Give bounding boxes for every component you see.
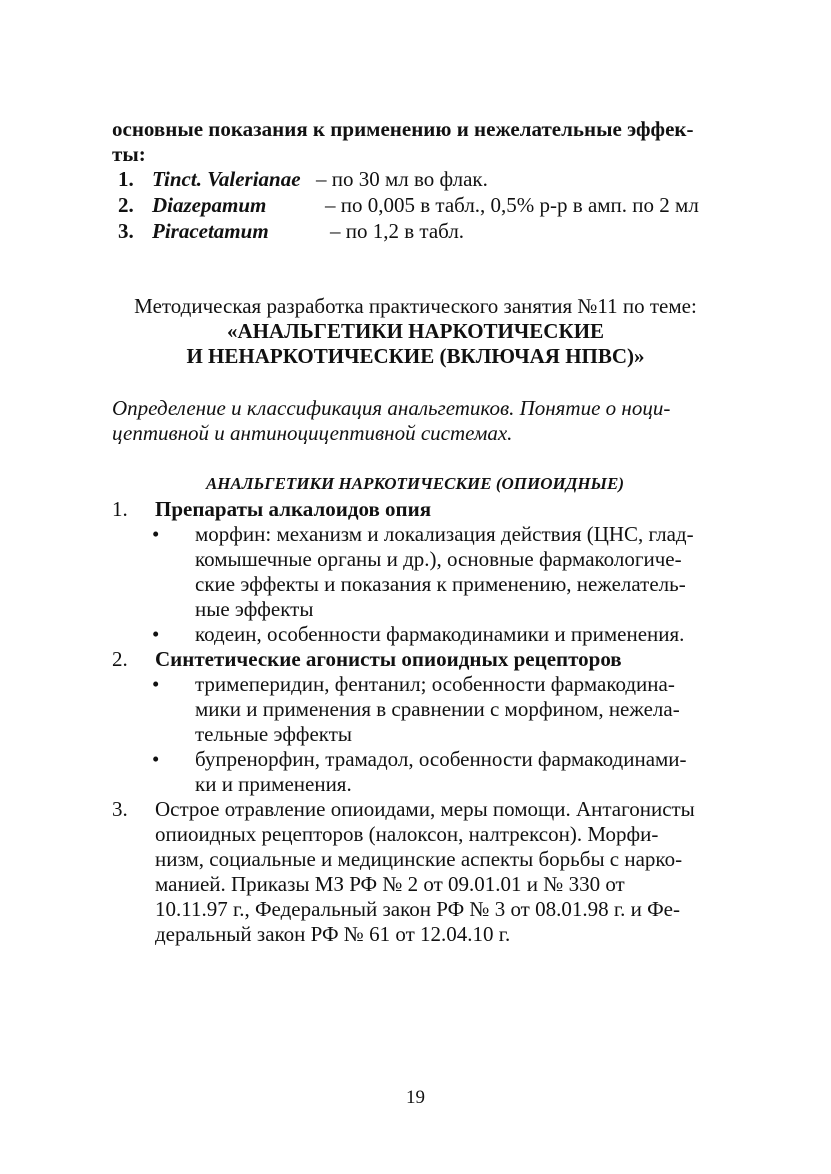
bullet-line: мики и применения в сравнении с морфином, нежела- bbox=[195, 697, 680, 721]
lesson-title: И НЕНАРКОТИЧЕСКИЕ (ВКЛЮЧАЯ НПВС)» bbox=[186, 344, 645, 368]
bullet-line: комышечные органы и др.), основные фармакологиче- bbox=[195, 547, 682, 571]
definition-line: цептивной и антиноцицептивной системах. bbox=[112, 421, 513, 445]
list-number: 2. bbox=[112, 647, 128, 671]
bullet-mark: • bbox=[152, 622, 160, 646]
intro-line: ты: bbox=[112, 142, 146, 166]
bullet-mark: • bbox=[152, 672, 160, 696]
list-item-line: Острое отравление опиоидами, меры помощи. Антагонисты bbox=[155, 797, 695, 821]
bullet-line: тримеперидин, фентанил; особенности фармакодина- bbox=[195, 672, 675, 696]
drug-row bbox=[118, 167, 488, 192]
list-item-line: опиоидных рецепторов (налоксон, налтрексон). Морфи- bbox=[155, 822, 659, 846]
page-number: 19 bbox=[406, 1087, 425, 1108]
drug-row bbox=[118, 219, 465, 244]
intro-line: основные показания к применению и нежелательные эффек- bbox=[112, 117, 694, 141]
list-number: 1. bbox=[112, 497, 128, 521]
list-item-heading: Синтетические агонисты опиоидных рецепторов bbox=[155, 647, 622, 671]
bullet-mark: • bbox=[152, 747, 160, 771]
drug-dose: – по 0,005 в табл., 0,5% р-р в амп. по 2 мл bbox=[325, 193, 699, 217]
definition-line: Определение и классификация анальгетиков. Понятие о ноци- bbox=[112, 396, 671, 420]
bullet-line: кодеин, особенности фармакодинамики и применения. bbox=[195, 622, 685, 646]
bullet-line: ки и применения. bbox=[195, 772, 352, 796]
list-item-heading: Препараты алкалоидов опия bbox=[155, 497, 432, 521]
lesson-subtitle: Методическая разработка практического занятия №11 по теме: bbox=[134, 294, 697, 318]
drug-name: Diazepamum bbox=[152, 193, 267, 217]
bullet-line: тельные эффекты bbox=[195, 722, 352, 746]
drug-name: Piracetamum bbox=[152, 219, 269, 243]
bullet-line: бупренорфин, трамадол, особенности фармакодинами- bbox=[195, 747, 687, 771]
drug-name: Tinct. Valerianae bbox=[152, 167, 301, 191]
section-heading: АНАЛЬГЕТИКИ НАРКОТИЧЕСКИЕ (ОПИОИДНЫЕ) bbox=[205, 474, 625, 493]
drug-number: 2. bbox=[118, 193, 134, 217]
lesson-title: «АНАЛЬГЕТИКИ НАРКОТИЧЕСКИЕ bbox=[226, 319, 605, 343]
list-number: 3. bbox=[112, 797, 128, 821]
drug-number: 3. bbox=[118, 219, 134, 243]
drug-dose: – по 30 мл во флак. bbox=[316, 167, 488, 191]
list-item-line: низм, социальные и медицинские аспекты борьбы с нарко- bbox=[155, 847, 683, 871]
drug-number: 1. bbox=[118, 167, 134, 191]
list-item-line: 10.11.97 г., Федеральный закон РФ № 3 от 08.01.98 г. и Фе- bbox=[155, 897, 680, 921]
bullet-mark: • bbox=[152, 522, 160, 546]
drug-row bbox=[118, 193, 699, 218]
drug-dose: – по 1,2 в табл. bbox=[330, 219, 465, 243]
bullet-line: ские эффекты и показания к применению, нежелатель- bbox=[195, 572, 686, 596]
list-item-line: манией. Приказы МЗ РФ № 2 от 09.01.01 и № 330 от bbox=[155, 872, 625, 896]
bullet-line: ные эффекты bbox=[195, 597, 314, 621]
list-item-line: деральный закон РФ № 61 от 12.04.10 г. bbox=[155, 922, 511, 946]
bullet-line: морфин: механизм и локализация действия (ЦНС, глад- bbox=[195, 522, 694, 546]
